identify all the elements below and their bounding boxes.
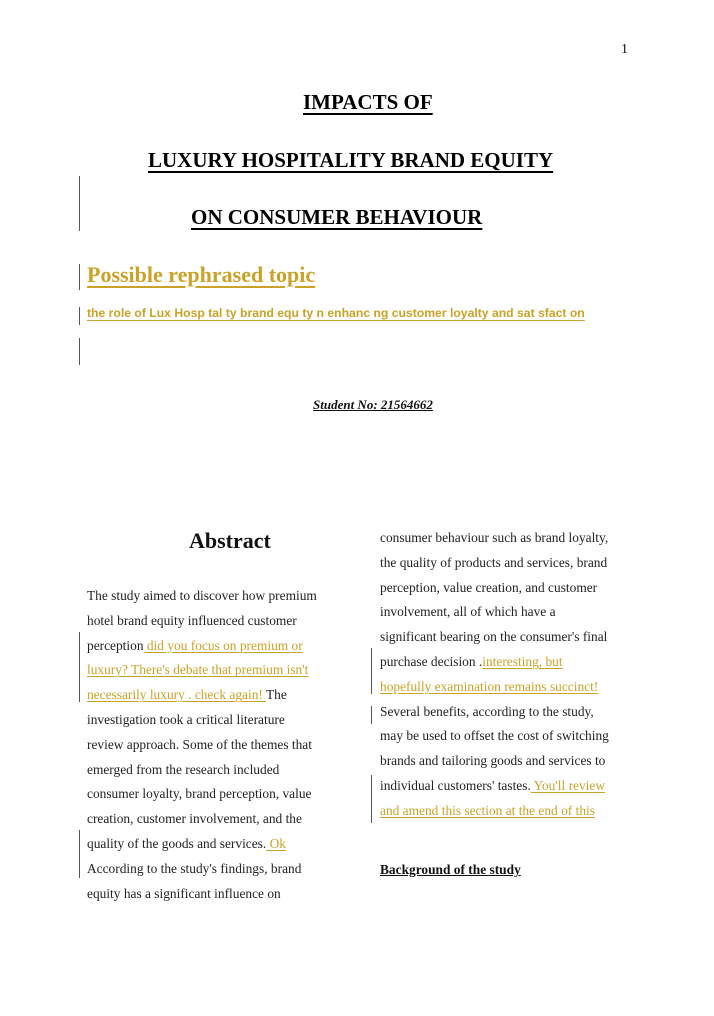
- abstract-line: [380, 728, 609, 744]
- review-comment: You'll review: [530, 778, 606, 793]
- abstract-text: perception, value creation, and customer: [380, 579, 598, 595]
- abstract-line: [87, 886, 281, 902]
- review-comment: necessarily luxury . check again!: [87, 687, 266, 703]
- student-number: Student No: 21564662: [313, 397, 433, 412]
- review-comment: Ok: [266, 836, 286, 851]
- title-line-3: ON CONSUMER BEHAVIOUR: [191, 205, 483, 229]
- abstract-text: investigation took a critical literature: [87, 712, 285, 727]
- abstract-text: review approach. Some of the themes that: [87, 736, 312, 752]
- change-bar: [371, 775, 372, 823]
- abstract-line: [380, 753, 605, 769]
- review-comment: and amend this section at the end of this: [380, 802, 595, 818]
- change-bar: [371, 648, 372, 694]
- abstract-line: [87, 786, 311, 802]
- abstract-text: equity has a significant influence on: [87, 885, 281, 901]
- change-bar: [79, 176, 80, 231]
- change-bar: [79, 307, 80, 325]
- abstract-line: [380, 803, 595, 819]
- abstract-text: creation, customer involvement, and the: [87, 811, 302, 827]
- abstract-line: [87, 811, 302, 827]
- abstract-heading: Abstract: [189, 528, 271, 553]
- abstract-text: Several benefits, according to the study,: [380, 703, 594, 719]
- abstract-text: According to the study's findings, brand: [87, 860, 302, 876]
- background-heading: Background of the study: [380, 862, 521, 877]
- review-comment: luxury? There's debate that premium isn't: [87, 662, 309, 678]
- abstract-text: perception: [87, 637, 144, 653]
- rephrase-heading: Possible rephrased topic: [87, 262, 316, 287]
- abstract-text: significant bearing on the consumer's final: [380, 629, 608, 645]
- abstract-line: [380, 555, 607, 571]
- review-comment: did you focus on premium or: [143, 637, 303, 653]
- change-bar: [79, 632, 80, 702]
- abstract-text: may be used to offset the cost of switching: [380, 728, 609, 744]
- abstract-line: [87, 737, 312, 753]
- abstract-text: hotel brand equity influenced customer: [87, 612, 297, 628]
- abstract-line: [87, 687, 287, 703]
- abstract-line: [87, 662, 308, 678]
- abstract-line: [380, 530, 608, 546]
- abstract-line: [380, 604, 556, 620]
- abstract-line: [87, 836, 286, 852]
- abstract-line: [380, 778, 605, 794]
- change-bar: [79, 830, 80, 878]
- abstract-line: [87, 861, 301, 877]
- abstract-line: [380, 704, 594, 720]
- abstract-text: brands and tailoring goods and services to: [380, 753, 606, 769]
- abstract-line: [380, 654, 563, 670]
- abstract-text: The: [265, 687, 287, 703]
- abstract-text: consumer behaviour such as brand loyalty,: [380, 530, 609, 545]
- abstract-line: [380, 679, 598, 695]
- abstract-text: the quality of products and services, brand: [380, 554, 608, 570]
- page-number: 1: [621, 42, 628, 57]
- change-bar: [79, 338, 80, 365]
- abstract-text: purchase decision .: [380, 654, 483, 669]
- change-bar: [371, 706, 372, 724]
- abstract-line: [380, 580, 597, 596]
- abstract-text: The study aimed to discover how premium: [87, 588, 317, 603]
- title-line-1: IMPACTS OF: [303, 90, 433, 114]
- abstract-line: [87, 762, 279, 778]
- abstract-line: [380, 629, 607, 645]
- abstract-line: [87, 588, 317, 604]
- change-bar: [79, 264, 80, 290]
- abstract-text: quality of the goods and services.: [87, 836, 267, 851]
- abstract-line: [87, 638, 303, 654]
- review-comment: interesting, but: [482, 654, 563, 669]
- abstract-text: emerged from the research included: [87, 761, 280, 777]
- abstract-text: consumer loyalty, brand perception, value: [87, 786, 312, 802]
- review-comment: hopefully examination remains succinct!: [380, 678, 599, 694]
- abstract-text: individual customers' tastes.: [380, 778, 531, 793]
- rephrase-text: the role of Lux Hosp tal ty brand equ ty n enhanc ng customer loyalty and sat sfact on: [87, 306, 585, 320]
- title-line-2: LUXURY HOSPITALITY BRAND EQUITY: [148, 148, 554, 172]
- abstract-line: [87, 613, 297, 629]
- abstract-line: [87, 712, 285, 728]
- abstract-text: involvement, all of which have a: [380, 604, 556, 620]
